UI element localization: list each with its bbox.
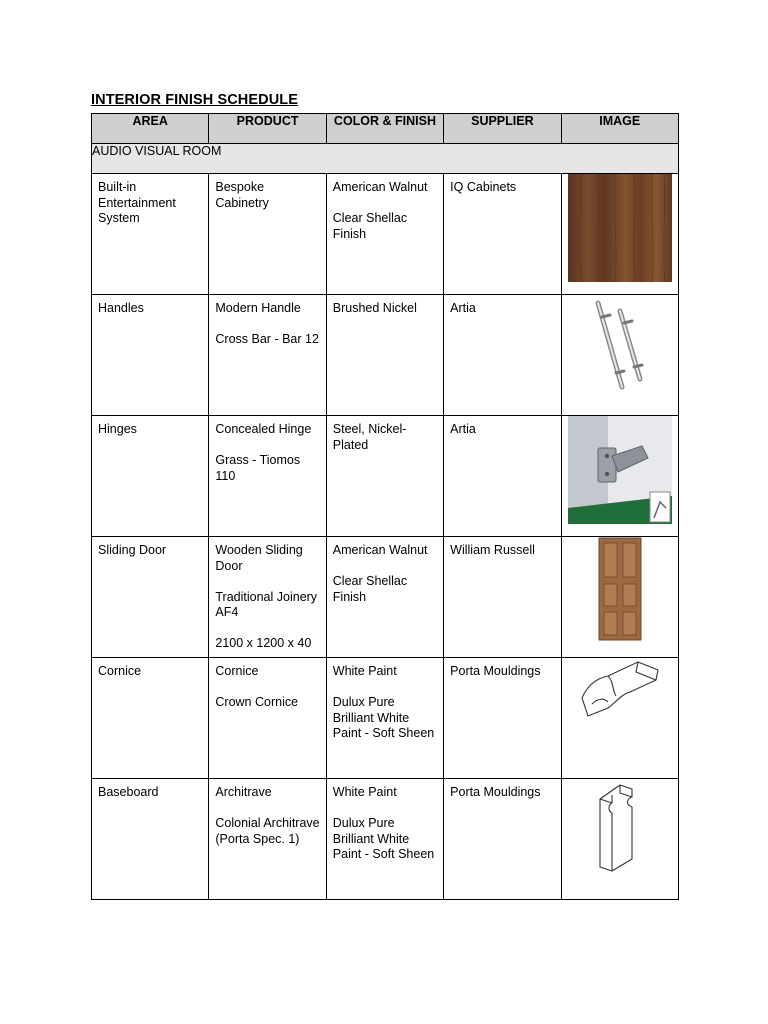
product-cell [209, 295, 326, 416]
finish-cell [326, 537, 443, 658]
product-cell [209, 174, 326, 295]
header-product: PRODUCT [209, 114, 326, 144]
table-row [92, 779, 679, 900]
supplier-line: William Russell [450, 543, 535, 557]
supplier-line: Artia [450, 422, 476, 436]
product-line: Traditional Joinery AF4 [215, 589, 318, 619]
product-line: Architrave [215, 785, 272, 799]
image-cell [561, 174, 678, 295]
product-line: Cornice [215, 664, 259, 678]
table-row [92, 537, 679, 658]
supplier-line: Porta Mouldings [450, 664, 541, 678]
finish-cell [326, 779, 443, 900]
image-cell [561, 779, 678, 900]
area-cell [92, 295, 209, 416]
finish-cell [326, 174, 443, 295]
header-color-finish: COLOR & FINISH [326, 114, 443, 144]
bar-handle-icon [562, 295, 678, 399]
product-cell [209, 779, 326, 900]
wooden-door-icon [562, 537, 678, 641]
area-line: Sliding Door [98, 543, 167, 557]
table-row [92, 295, 679, 416]
crown-cornice-icon [562, 658, 678, 722]
supplier-line: Porta Mouldings [450, 785, 541, 799]
supplier-cell [444, 295, 561, 416]
supplier-cell [444, 537, 561, 658]
section-label: AUDIO VISUAL ROOM [92, 144, 679, 174]
product-line: Cross Bar - Bar 12 [215, 332, 319, 346]
product-line: Concealed Hinge [215, 422, 312, 436]
area-line: Handles [98, 301, 144, 315]
area-cell [92, 416, 209, 537]
image-cell [561, 416, 678, 537]
finish-line: Clear Shellac Finish [332, 211, 408, 241]
area-line: Built-in Entertainment System [98, 180, 176, 225]
finish-cell [326, 295, 443, 416]
header-area: AREA [92, 114, 209, 144]
product-line: Grass - Tiomos 110 [215, 453, 301, 483]
product-cell [209, 658, 326, 779]
concealed-hinge-icon [562, 416, 678, 524]
finish-line: White Paint [332, 664, 397, 678]
finish-cell [326, 658, 443, 779]
supplier-line: Artia [450, 301, 476, 315]
area-cell [92, 174, 209, 295]
colonial-architrave-icon [562, 779, 678, 875]
finish-line: Dulux Pure Brilliant White Paint - Soft Sheen [332, 695, 435, 740]
header-row [92, 114, 679, 144]
image-cell [561, 537, 678, 658]
finish-line: Brushed Nickel [332, 301, 417, 315]
product-line: Crown Cornice [215, 695, 299, 709]
product-cell [209, 537, 326, 658]
area-line: Hinges [98, 422, 137, 436]
finish-line: American Walnut [332, 180, 428, 194]
header-image: IMAGE [561, 114, 678, 144]
image-cell [561, 658, 678, 779]
finish-cell [326, 416, 443, 537]
supplier-cell [444, 779, 561, 900]
area-cell [92, 779, 209, 900]
product-line: Wooden Sliding Door [215, 543, 303, 573]
finish-line: American Walnut [332, 543, 428, 557]
image-cell [561, 295, 678, 416]
area-cell [92, 537, 209, 658]
table-row [92, 416, 679, 537]
finish-line: Clear Shellac Finish [332, 574, 408, 604]
supplier-cell [444, 416, 561, 537]
walnut-wood-sample-icon [562, 174, 678, 282]
finish-schedule-table [91, 113, 679, 900]
finish-line: Dulux Pure Brilliant White Paint - Soft Sheen [332, 816, 435, 861]
area-cell [92, 658, 209, 779]
area-line: Cornice [98, 664, 142, 678]
finish-line: Steel, Nickel-Plated [332, 422, 407, 452]
product-line: 2100 x 1200 x 40 [215, 636, 312, 650]
product-line: Colonial Architrave (Porta Spec. 1) [215, 816, 320, 846]
product-cell [209, 416, 326, 537]
product-line: Bespoke Cabinetry [215, 180, 269, 210]
page-title: INTERIOR FINISH SCHEDULE [91, 92, 299, 108]
product-line: Modern Handle [215, 301, 301, 315]
section-row [92, 144, 679, 174]
supplier-cell [444, 174, 561, 295]
supplier-line: IQ Cabinets [450, 180, 517, 194]
finish-line: White Paint [332, 785, 397, 799]
table-row [92, 174, 679, 295]
header-supplier: SUPPLIER [444, 114, 561, 144]
area-line: Baseboard [98, 785, 159, 799]
table-row [92, 658, 679, 779]
supplier-cell [444, 658, 561, 779]
